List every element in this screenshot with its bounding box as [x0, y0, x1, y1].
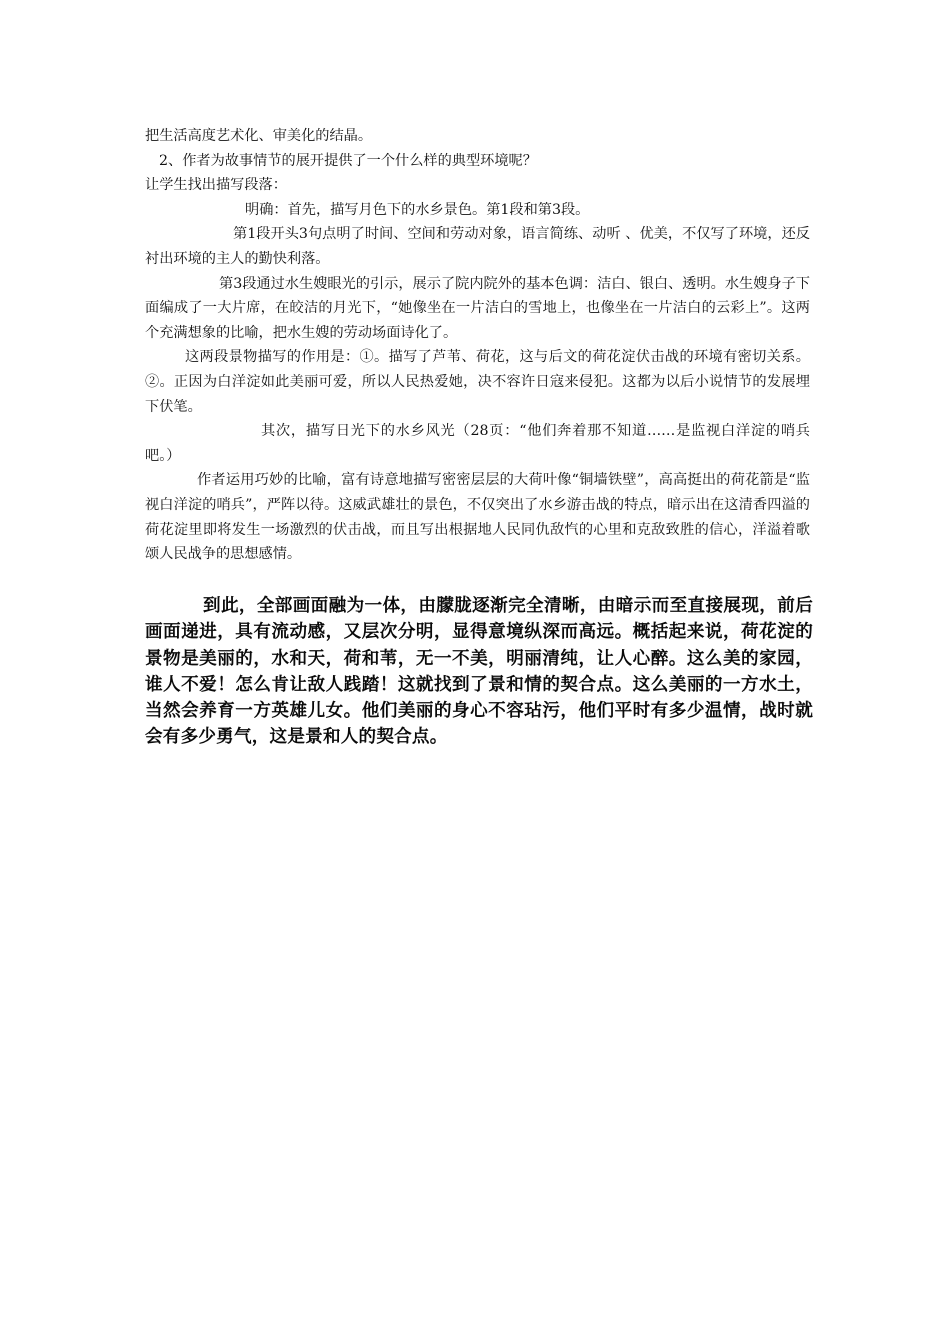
paragraph-section-1: 第1段开头3句点明了时间、空间和劳动对象，语言简练、动听 、优美，不仅写了环境，还反衬出环境的主人的勤快利落。	[145, 226, 810, 267]
paragraph-function: 这两段景物描写的作用是：①。描写了芦苇、荷花，这与后文的荷花淀伏击战的环境有密切关系。②。正因为白洋淀如此美丽可爱，所以人民热爱她，决不容许日寇来侵犯。这都为以后小说情节的发展埋下伏笔。	[145, 349, 810, 415]
question-2: 2、作者为故事情节的展开提供了一个什么样的典型环境呢？	[159, 152, 537, 169]
summary-text: 到此，全部画面融为一体，由朦胧逐渐完全清晰，由暗示而至直接展现，前后画面递进，具有流动感，又层次分明，显得意境纵深而高远。概括起来说，荷花淀的景物是美丽的，水和天，荷和苇，无一不美，明丽清纯，让人心醉。这么美的家园，谁人不爱！怎么肯让敌人践踏！这就找到了景和情的契合点。这么美丽的一方水土，当然会养育一方英雄儿女。他们美丽的身心不容玷污，他们平时有多少温情，战时就会有多少勇气，这是景和人的契合点。	[145, 596, 813, 748]
student-instruction: 让学生找出描写段落：	[145, 177, 287, 194]
paragraph-section-3: 第3段通过水生嫂眼光的引示，展示了院内院外的基本色调：洁白、银白、透明。水生嫂身子下面编成了一大片席，在皎洁的月光下，“她像坐在一片洁白的雪地上，也像坐在一片洁白的云彩上”。这两个充满想象的比喻，把水生嫂的劳动场面诗化了。	[145, 275, 810, 341]
summary-block	[145, 593, 813, 751]
lesson-text	[145, 124, 810, 567]
paragraph-continuation: 把生活高度艺术化、审美化的结晶。	[145, 128, 373, 144]
answer-intro: 明确：首先，描写月色下的水乡景色。第1段和第3段。	[245, 201, 590, 218]
paragraph-daylight: 其次，描写日光下的水乡风光（28页：“他们奔着那不知道……是监视白洋淀的哨兵吧。）	[145, 423, 810, 464]
paragraph-metaphor: 作者运用巧妙的比喻，富有诗意地描写密密层层的大荷叶像“铜墙铁壁”，高高挺出的荷花箭是“监视白洋淀的哨兵”，严阵以待。这威武雄壮的景色，不仅突出了水乡游击战的特点，暗示出在这清香四溢的荷花淀里即将发生一场激烈的伏击战，而且写出根据地人民同仇敌忾的心里和克敌致胜的信心，洋溢着歌颂人民战争的思想感情。	[145, 472, 810, 563]
